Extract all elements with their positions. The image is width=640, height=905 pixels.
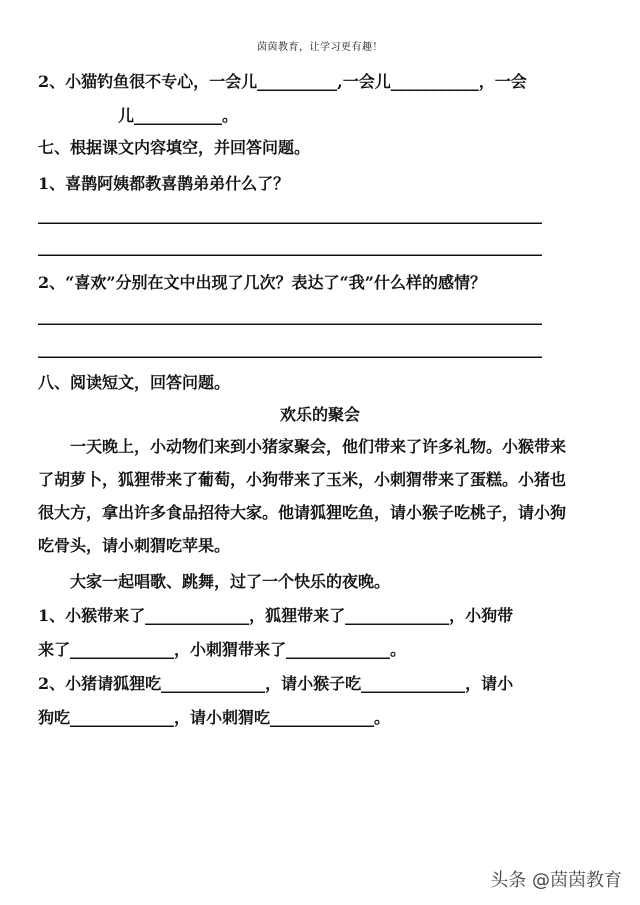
passage-line-4: 吃骨头，请小刺猬吃苹果。 (38, 536, 231, 555)
section-7-question-1-answer-line-1: _______________________________________________________________ (38, 205, 542, 224)
section-7-question-2-answer-line-1: _______________________________________________________________ (38, 306, 542, 325)
passage-title: 欢乐的聚会 (279, 405, 360, 424)
question-2-line-2: 儿___________。 (118, 106, 239, 125)
section-7-question-2-answer-line-2: _______________________________________________________________ (38, 339, 542, 358)
section-8-question-2-line-1: 2、小猪请狐狸吃_____________，请小猴子吃_____________，请小 (38, 674, 514, 693)
page-header: 茵茵教育，让学习更有趣！ (257, 42, 383, 53)
section-7-question-1-answer-line-2: _______________________________________________________________ (38, 237, 542, 256)
section-8-question-1-line-1: 1、小猴带来了_____________，狐狸带来了_____________，小狗带 (38, 606, 514, 625)
passage-line-5: 大家一起唱歌、跳舞，过了一个快乐的夜晚。 (70, 572, 391, 591)
section-7-question-2: 2、“喜欢”分别在文中出现了几次？表达了“我”什么样的感情？ (38, 273, 486, 292)
passage-line-1: 一天晚上，小动物们来到小猪家聚会，他们带来了许多礼物。小猴带来 (70, 437, 567, 456)
section-7-title: 七、根据课文内容填空，并回答问题。 (38, 138, 311, 157)
section-8-question-1-line-2: 来了_____________，小刺猬带来了_____________。 (38, 640, 407, 659)
source-watermark: 头条 @茵茵教育 (490, 870, 622, 891)
section-8-title: 八、阅读短文，回答问题。 (38, 373, 231, 392)
section-8-question-2-line-2: 狗吃_____________，请小刺猬吃_____________。 (38, 708, 391, 727)
passage-line-3: 很大方，拿出许多食品招待大家。他请狐狸吃鱼，请小猴子吃桃子，请小狗 (38, 503, 567, 522)
passage-line-2: 了胡萝卜，狐狸带来了葡萄，小狗带来了玉米，小刺猬带来了蛋糕。小猪也 (38, 470, 567, 489)
section-7-question-1: 1、喜鹊阿姨都教喜鹊弟弟什么了？ (38, 174, 290, 193)
question-2-line-1: 2、小猫钓鱼很不专心，一会儿__________,一会儿___________，一会 (38, 72, 527, 91)
